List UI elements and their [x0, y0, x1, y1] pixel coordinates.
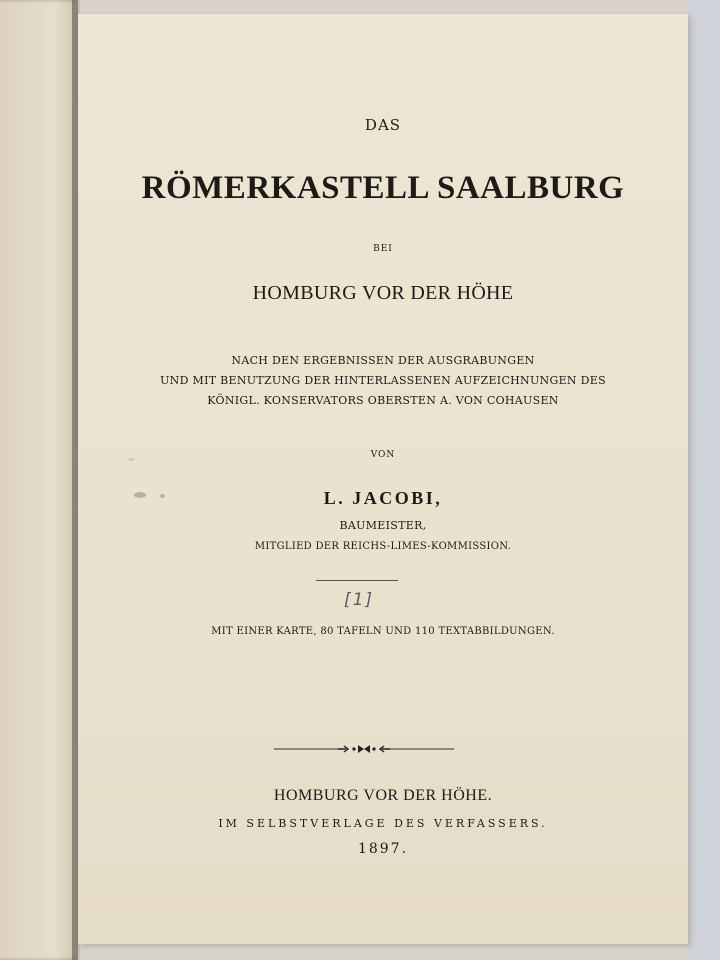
background-strip: [688, 0, 720, 960]
smudge-mark: [160, 494, 165, 498]
imprint-publisher: IM SELBSTVERLAGE DES VERFASSERS.: [218, 817, 548, 830]
place-name: HOMBURG VOR DER HÖHE: [252, 282, 514, 304]
ornament-divider-icon: [274, 742, 454, 756]
line-bei: BEI: [373, 244, 393, 254]
smudge-mark: [134, 492, 146, 498]
pencil-annotation: [1]: [343, 590, 375, 610]
facing-page: [0, 0, 78, 960]
smudge-mark: [128, 458, 135, 461]
line-von: VON: [370, 450, 396, 460]
author-role: BAUMEISTER,: [339, 519, 427, 532]
contents-note: MIT EINER KARTE, 80 TAFELN UND 110 TEXTABBILDUNGEN.: [211, 626, 555, 637]
author-name: L. JACOBI,: [323, 488, 443, 508]
imprint-city: HOMBURG VOR DER HÖHE.: [273, 787, 493, 804]
subtitle-line-3: KÖNIGL. KONSERVATORS OBERSTEN A. VON COHAUSEN: [207, 394, 559, 407]
book-title: RÖMERKASTELL SAALBURG: [141, 170, 625, 206]
line-das: DAS: [364, 116, 402, 134]
subtitle-line-2: UND MIT BENUTZUNG DER HINTERLASSENEN AUFZEICHNUNGEN DES: [160, 374, 606, 387]
divider-rule: [316, 580, 398, 581]
subtitle-line-1: NACH DEN ERGEBNISSEN DER AUSGRABUNGEN: [231, 354, 535, 367]
author-membership: MITGLIED DER REICHS-LIMES-KOMMISSION.: [254, 541, 512, 552]
imprint-year: 1897.: [357, 841, 409, 857]
title-page: [78, 14, 688, 944]
